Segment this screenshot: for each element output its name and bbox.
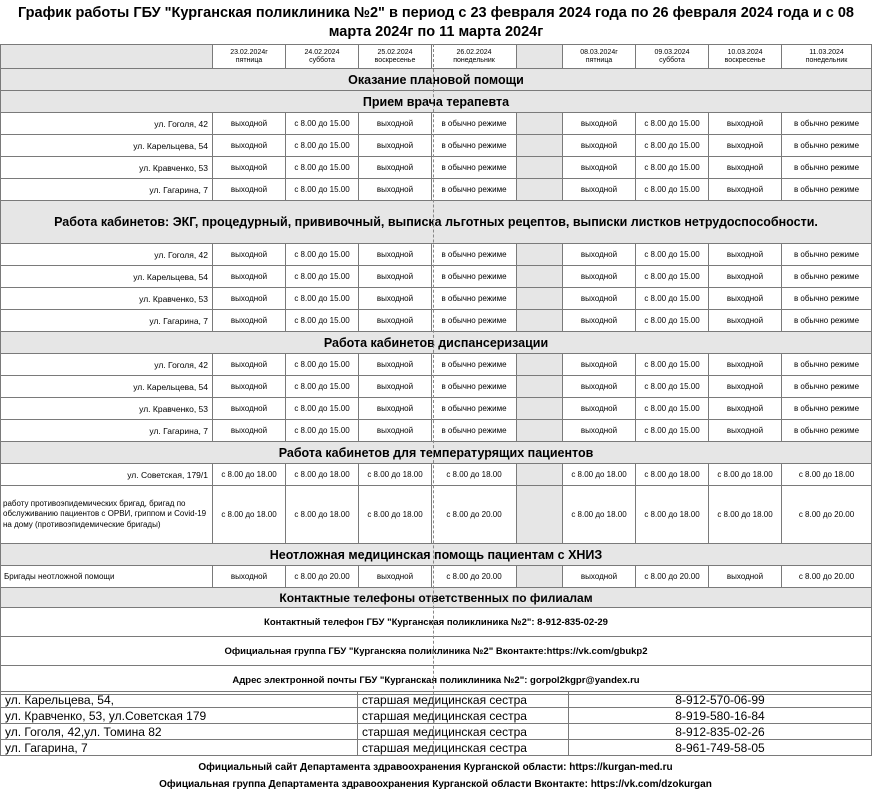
table-row xyxy=(1,266,872,288)
cell: выходной xyxy=(563,566,636,588)
date-header: 11.03.2024 понедельник xyxy=(782,45,872,69)
cell: с 8.00 до 15.00 xyxy=(636,244,709,266)
phone-address: ул. Гоголя, 42,ул. Томина 82 xyxy=(1,724,358,740)
cell: с 8.00 до 15.00 xyxy=(286,266,359,288)
phone-number: 8-961-749-58-05 xyxy=(569,740,872,756)
cell: выходной xyxy=(213,266,286,288)
table-row xyxy=(1,420,872,442)
title-line-1: График работы ГБУ "Курганская поликлиника №2" в период с 23 февраля 2024 года по 26 февраля 2024 года и с 08 xyxy=(17,5,854,21)
date-header: 25.02.2024 воскресенье xyxy=(359,45,432,69)
section-contacts: Контактные телефоны ответственных по филиалам xyxy=(1,588,872,608)
cell: с 8.00 до 15.00 xyxy=(286,310,359,332)
cell: выходной xyxy=(709,288,782,310)
contact-phone: Контактный телефон ГБУ "Курганская поликлиника №2": 8-912-835-02-29 xyxy=(1,608,872,637)
section-therapist: Прием врача терапевта xyxy=(1,91,872,113)
date-header: 26.02.2024 понедельник xyxy=(432,45,517,69)
cell: в обычно режиме xyxy=(432,135,517,157)
cell: выходной xyxy=(359,310,432,332)
cell: выходной xyxy=(359,398,432,420)
cell: выходной xyxy=(563,179,636,201)
cell: с 8.00 до 15.00 xyxy=(286,113,359,135)
table-row xyxy=(1,398,872,420)
cell: выходной xyxy=(359,376,432,398)
gap-cell xyxy=(517,244,563,266)
cell: с 8.00 до 18.00 xyxy=(709,486,782,544)
cell: с 8.00 до 18.00 xyxy=(213,486,286,544)
cell: выходной xyxy=(213,310,286,332)
cell: выходной xyxy=(709,135,782,157)
phone-address: ул. Карельцева, 54, xyxy=(1,692,358,708)
cell: выходной xyxy=(563,135,636,157)
table-row xyxy=(1,354,872,376)
cell: в обычно режиме xyxy=(782,354,872,376)
row-address: ул. Гоголя, 42 xyxy=(1,244,213,266)
row-address: ул. Карельцева, 54 xyxy=(1,376,213,398)
fever-address: ул. Советская, 179/1 xyxy=(1,464,213,486)
row-address: ул. Кравченко, 53 xyxy=(1,398,213,420)
date-header: 08.03.2024г пятница xyxy=(563,45,636,69)
cell: в обычно режиме xyxy=(782,244,872,266)
phone-row xyxy=(1,724,872,740)
gap-cell xyxy=(517,266,563,288)
phones-table xyxy=(0,691,872,756)
cell: выходной xyxy=(213,376,286,398)
phone-row xyxy=(1,708,872,724)
cell: с 8.00 до 20.00 xyxy=(432,566,517,588)
cell: в обычно режиме xyxy=(782,113,872,135)
cell: в обычно режиме xyxy=(432,420,517,442)
cell: с 8.00 до 18.00 xyxy=(432,464,517,486)
cell: с 8.00 до 20.00 xyxy=(432,486,517,544)
cell: выходной xyxy=(709,354,782,376)
row-address: ул. Гоголя, 42 xyxy=(1,113,213,135)
table-row xyxy=(1,135,872,157)
cell: с 8.00 до 15.00 xyxy=(286,376,359,398)
cell: выходной xyxy=(213,113,286,135)
table-row xyxy=(1,376,872,398)
cell: с 8.00 до 18.00 xyxy=(286,464,359,486)
cell: в обычно режиме xyxy=(782,288,872,310)
phone-number: 8-912-570-06-99 xyxy=(569,692,872,708)
cell: с 8.00 до 15.00 xyxy=(636,266,709,288)
cell: выходной xyxy=(709,398,782,420)
phone-address: ул. Кравченко, 53, ул.Советская 179 xyxy=(1,708,358,724)
cell: выходной xyxy=(563,113,636,135)
gap-cell xyxy=(517,464,563,486)
cell: в обычно режиме xyxy=(782,398,872,420)
page-break-line xyxy=(433,44,434,754)
cell: выходной xyxy=(709,420,782,442)
date-header: 09.03.2024 суббота xyxy=(636,45,709,69)
cell: выходной xyxy=(563,376,636,398)
official-group: Официальная группа ГБУ "Курганскяа поликлиника №2" Вконтакте:https://vk.com/gbukp2 xyxy=(1,637,872,666)
page-title xyxy=(0,0,872,44)
phone-number: 8-919-580-16-84 xyxy=(569,708,872,724)
cell: выходной xyxy=(213,420,286,442)
cell: в обычно режиме xyxy=(432,288,517,310)
row-address: ул. Карельцева, 54 xyxy=(1,135,213,157)
cell: выходной xyxy=(359,244,432,266)
cell: с 8.00 до 18.00 xyxy=(563,486,636,544)
cell: с 8.00 до 15.00 xyxy=(286,420,359,442)
cell: в обычно режиме xyxy=(782,310,872,332)
cell: с 8.00 до 15.00 xyxy=(286,354,359,376)
section-cabinets: Работа кабинетов: ЭКГ, процедурный, прививочный, выписка льготных рецептов, выписки листков нетрудоспособности. xyxy=(1,201,872,244)
phone-row xyxy=(1,740,872,756)
cell: выходной xyxy=(563,310,636,332)
cell: с 8.00 до 20.00 xyxy=(782,566,872,588)
cell: в обычно режиме xyxy=(432,157,517,179)
phone-address: ул. Гагарина, 7 xyxy=(1,740,358,756)
header-blank xyxy=(1,45,213,69)
gap-cell xyxy=(517,310,563,332)
cell: выходной xyxy=(563,288,636,310)
cell: в обычно режиме xyxy=(432,398,517,420)
cell: с 8.00 до 18.00 xyxy=(359,464,432,486)
cell: с 8.00 до 18.00 xyxy=(359,486,432,544)
header-gap xyxy=(517,45,563,69)
cell: с 8.00 до 15.00 xyxy=(636,179,709,201)
cell: с 8.00 до 18.00 xyxy=(782,464,872,486)
date-header: 23.02.2024г пятница xyxy=(213,45,286,69)
gap-cell xyxy=(517,135,563,157)
emergency-row xyxy=(1,566,872,588)
section-dispanser: Работа кабинетов диспансеризации xyxy=(1,332,872,354)
date-header: 24.02.2024 суббота xyxy=(286,45,359,69)
gap-cell xyxy=(517,486,563,544)
cell: в обычно режиме xyxy=(432,376,517,398)
cell: с 8.00 до 18.00 xyxy=(709,464,782,486)
section-planned: Оказание плановой помощи xyxy=(1,69,872,91)
gap-cell xyxy=(517,179,563,201)
cell: выходной xyxy=(359,157,432,179)
gap-cell xyxy=(517,398,563,420)
cell: выходной xyxy=(359,113,432,135)
cell: с 8.00 до 15.00 xyxy=(286,157,359,179)
gap-cell xyxy=(517,354,563,376)
section-fever: Работа кабинетов для температурящих пациентов xyxy=(1,442,872,464)
row-address: ул. Гагарина, 7 xyxy=(1,420,213,442)
cell: выходной xyxy=(709,376,782,398)
cell: выходной xyxy=(709,179,782,201)
cell: выходной xyxy=(563,157,636,179)
cell: с 8.00 до 18.00 xyxy=(636,486,709,544)
row-address: ул. Гоголя, 42 xyxy=(1,354,213,376)
row-address: ул. Гагарина, 7 xyxy=(1,310,213,332)
cell: с 8.00 до 20.00 xyxy=(782,486,872,544)
cell: выходной xyxy=(213,157,286,179)
cell: выходной xyxy=(213,398,286,420)
phone-number: 8-912-835-02-26 xyxy=(569,724,872,740)
cell: с 8.00 до 15.00 xyxy=(636,157,709,179)
cell: выходной xyxy=(213,244,286,266)
cell: выходной xyxy=(359,288,432,310)
cell: выходной xyxy=(213,566,286,588)
cell: выходной xyxy=(213,354,286,376)
date-header-row xyxy=(1,45,872,69)
cell: с 8.00 до 15.00 xyxy=(636,398,709,420)
cell: выходной xyxy=(563,354,636,376)
cell: выходной xyxy=(359,135,432,157)
table-row xyxy=(1,157,872,179)
cell: в обычно режиме xyxy=(432,310,517,332)
cell: выходной xyxy=(563,244,636,266)
cell: выходной xyxy=(359,179,432,201)
cell: с 8.00 до 18.00 xyxy=(286,486,359,544)
cell: с 8.00 до 15.00 xyxy=(636,135,709,157)
email-address: Адрес электронной почты ГБУ "Курганская поликлиника №2": gorpol2kgpr@yandex.ru xyxy=(1,666,872,695)
cell: в обычно режиме xyxy=(782,179,872,201)
cell: с 8.00 до 15.00 xyxy=(286,135,359,157)
gap-cell xyxy=(517,157,563,179)
cell: в обычно режиме xyxy=(782,266,872,288)
phone-role: старшая медицинская сестра xyxy=(358,692,569,708)
cell: в обычно режиме xyxy=(432,179,517,201)
cell: выходной xyxy=(359,566,432,588)
cell: с 8.00 до 18.00 xyxy=(636,464,709,486)
phone-row xyxy=(1,692,872,708)
cell: с 8.00 до 18.00 xyxy=(563,464,636,486)
cell: в обычно режиме xyxy=(782,135,872,157)
row-address: ул. Гагарина, 7 xyxy=(1,179,213,201)
cell: в обычно режиме xyxy=(782,376,872,398)
cell: в обычно режиме xyxy=(432,244,517,266)
cell: выходной xyxy=(709,244,782,266)
cell: в обычно режиме xyxy=(432,354,517,376)
cell: с 8.00 до 15.00 xyxy=(286,179,359,201)
brigade-row xyxy=(1,486,872,544)
table-row xyxy=(1,179,872,201)
gap-cell xyxy=(517,566,563,588)
date-header: 10.03.2024 воскресенье xyxy=(709,45,782,69)
cell: выходной xyxy=(709,157,782,179)
cell: выходной xyxy=(213,135,286,157)
cell: с 8.00 до 15.00 xyxy=(636,354,709,376)
cell: с 8.00 до 15.00 xyxy=(636,113,709,135)
cell: с 8.00 до 20.00 xyxy=(286,566,359,588)
row-address: ул. Кравченко, 53 xyxy=(1,157,213,179)
row-address: ул. Кравченко, 53 xyxy=(1,288,213,310)
brigade-description: работу противоэпидемических бригад, бригад по обслуживанию пациентов с ОРВИ, гриппом и Covid-19 на дому (противоэпидемические бригады) xyxy=(1,486,213,544)
cell: выходной xyxy=(563,420,636,442)
cell: выходной xyxy=(213,179,286,201)
phone-role: старшая медицинская сестра xyxy=(358,708,569,724)
cell: с 8.00 до 15.00 xyxy=(286,288,359,310)
row-address: ул. Карельцева, 54 xyxy=(1,266,213,288)
cell: с 8.00 до 18.00 xyxy=(213,464,286,486)
cell: выходной xyxy=(709,310,782,332)
cell: с 8.00 до 15.00 xyxy=(636,376,709,398)
cell: с 8.00 до 20.00 xyxy=(636,566,709,588)
cell: с 8.00 до 15.00 xyxy=(636,310,709,332)
cell: в обычно режиме xyxy=(782,420,872,442)
cell: в обычно режиме xyxy=(782,157,872,179)
gap-cell xyxy=(517,376,563,398)
cell: выходной xyxy=(709,566,782,588)
gap-cell xyxy=(517,288,563,310)
emergency-label: Бригады неотложной помощи xyxy=(1,566,213,588)
phone-role: старшая медицинская сестра xyxy=(358,724,569,740)
gap-cell xyxy=(517,113,563,135)
cell: выходной xyxy=(213,288,286,310)
phone-role: старшая медицинская сестра xyxy=(358,740,569,756)
cell: с 8.00 до 15.00 xyxy=(286,244,359,266)
cell: с 8.00 до 15.00 xyxy=(636,420,709,442)
official-vk-group: Официальная группа Департамента здравоохранения Курганской области Вконтакте: https://vk.com/dzokurgan xyxy=(159,779,712,790)
cell: выходной xyxy=(359,266,432,288)
fever-row xyxy=(1,464,872,486)
cell: выходной xyxy=(709,266,782,288)
cell: в обычно режиме xyxy=(432,266,517,288)
cell: выходной xyxy=(359,420,432,442)
table-row xyxy=(1,113,872,135)
cell: выходной xyxy=(709,113,782,135)
official-site: Официальный сайт Департамента здравоохранения Курганской области: https://kurgan-med.ru xyxy=(198,762,673,773)
table-row xyxy=(1,310,872,332)
title-line-2: марта 2024г по 11 марта 2024г xyxy=(328,24,544,40)
schedule-table xyxy=(0,44,872,695)
cell: выходной xyxy=(563,266,636,288)
cell: с 8.00 до 15.00 xyxy=(636,288,709,310)
table-row xyxy=(1,288,872,310)
cell: в обычно режиме xyxy=(432,113,517,135)
table-row xyxy=(1,244,872,266)
cell: выходной xyxy=(563,398,636,420)
section-emergency: Неотложная медицинская помощь пациентам с ХНИЗ xyxy=(1,544,872,566)
gap-cell xyxy=(517,420,563,442)
cell: выходной xyxy=(359,354,432,376)
cell: с 8.00 до 15.00 xyxy=(286,398,359,420)
